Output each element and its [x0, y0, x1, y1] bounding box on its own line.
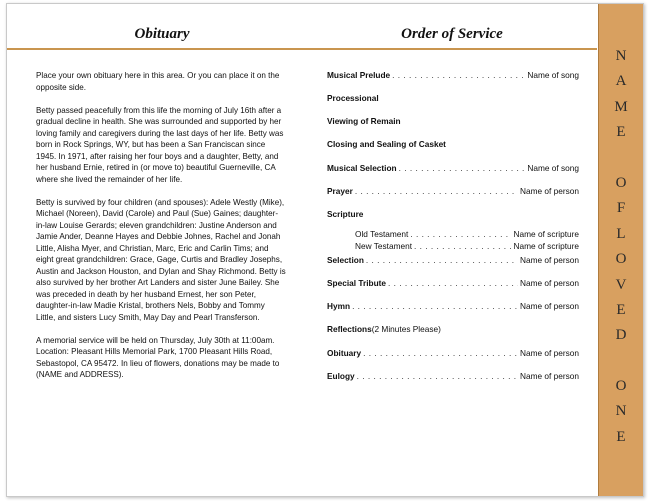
- service-item-label: Processional: [327, 93, 379, 103]
- service-row: [327, 241, 579, 252]
- service-item-value: Name of person: [519, 371, 579, 381]
- service-item-value: Name of person: [519, 278, 579, 288]
- service-item-label: Reflections: [327, 324, 372, 334]
- service-item-label: Viewing of Remain: [327, 116, 401, 126]
- service-row: [327, 116, 579, 127]
- obituary-paragraph: A memorial service will be held on Thursday, July 30th at 11:00am. Location: Pleasant Hills Memorial Park, 1700 Pleasant Hills Road, Sebastopol, CA 95472. In lieu of flowers, donations may be made to (NAME and ADDRESS).: [36, 335, 280, 379]
- service-item-value: Name of scripture: [513, 241, 579, 251]
- service-item-label: Old Testament: [355, 229, 409, 239]
- order-of-service-title: Order of Service: [401, 26, 503, 42]
- obituary-text: [36, 70, 286, 392]
- dot-leader: [388, 278, 518, 289]
- service-row: [327, 70, 579, 81]
- spine-letter: O: [615, 251, 627, 268]
- spine-letter: M: [614, 98, 628, 115]
- service-row: [327, 324, 579, 335]
- service-row: [327, 139, 579, 150]
- dot-leader: [410, 229, 511, 240]
- obituary-title: Obituary: [134, 26, 190, 42]
- spine-letter: N: [615, 48, 627, 64]
- service-row: [327, 229, 579, 240]
- service-item-value: Name of scripture: [513, 229, 579, 239]
- dot-leader: [399, 163, 526, 174]
- service-row: [327, 255, 579, 266]
- spine-letter: O: [615, 174, 627, 191]
- service-item-value: Name of song: [527, 163, 579, 173]
- service-row: [327, 163, 579, 174]
- dot-leader: [363, 348, 518, 359]
- program-page: [6, 3, 644, 497]
- spine-letter: F: [616, 200, 626, 217]
- spine-letter: V: [615, 276, 627, 293]
- service-item-label: Musical Selection: [327, 163, 397, 173]
- service-item-label: Selection: [327, 255, 364, 265]
- spine-letter: N: [615, 403, 627, 420]
- service-row: [327, 301, 579, 312]
- spine-letter: L: [616, 225, 626, 242]
- service-item-label: Prayer: [327, 186, 353, 196]
- dot-leader: [414, 241, 511, 252]
- service-item-value: Name of song: [527, 70, 579, 80]
- dot-leader: [352, 301, 518, 312]
- service-item-label: Special Tribute: [327, 278, 387, 288]
- service-item-label: Musical Prelude: [327, 70, 391, 80]
- dot-leader: [366, 255, 518, 266]
- service-item-label: Scripture: [327, 209, 364, 219]
- obituary-paragraph: Betty is survived by four children (and spouses): Adele Westly (Mike), Michael (Noreen), David (Carole) and Paul (Sue) Gaines; daughter-in-law Louise Gerards; eleven grandchildren: Justine Anderson and Jamie Ander, Deanne Hayes and Debbie Johnes, Rachel and Jonah Little, Alisha Myer, and Christian, Marc, Eric and Carlin Tims; and eight great grandchildren: Grace, Gage, Curtis and Bradley Josephs, Austin and Jackson Houston, and Dylan and Shay Richmond. Betty is also survived by her brother Art Landers and sister June Bailey. She was preceded in death by her husband Ernest, her son Peter, daughter-in-law Madie Kristal, brothers Nels, Bobby and Tommy Little, and sisters Lucy Smith, May Day and Pearl Transferson.: [36, 197, 286, 322]
- spine-letter: E: [616, 428, 626, 445]
- obituary-paragraph: Betty passed peacefully from this life the morning of July 16th after a gradual decline in health. She was surrounded and supported by her loving family and caregivers during the last days of her life. Betty was born in Rock Springs, WY, but has been a San Franciscan since 1945. In 1971, after raising her four boys and a daughter, Betty, and her husband Ernie, retired in (or move to) beautiful Guerneville, CA where she lived the remainder of her life.: [36, 105, 284, 184]
- service-item-note: (2 Minutes Please): [371, 324, 441, 334]
- service-row: [327, 209, 579, 220]
- spine-letter: [599, 146, 643, 171]
- dot-leader: [357, 371, 518, 382]
- spine-letter: D: [615, 327, 627, 344]
- spine-letters: [599, 44, 643, 450]
- dot-leader: [392, 70, 525, 81]
- service-item-value: Name of person: [519, 255, 579, 265]
- service-item-label: Hymn: [327, 301, 351, 311]
- obituary-title-rule: [7, 48, 307, 50]
- service-item-value: Name of person: [519, 301, 579, 311]
- service-row: [327, 371, 579, 382]
- service-row: [327, 348, 579, 359]
- service-item-label: Eulogy: [327, 371, 355, 381]
- service-item-label: Obituary: [327, 348, 362, 358]
- spine-letter: O: [615, 378, 627, 395]
- service-item-label: Closing and Sealing of Casket: [327, 139, 446, 149]
- service-item-value: Name of person: [519, 348, 579, 358]
- name-of-loved-one-spine: [598, 4, 643, 496]
- service-row: [327, 186, 579, 197]
- spine-letter: [599, 349, 643, 374]
- obituary-paragraph: Place your own obituary here in this area. Or you can place it on the opposite side.: [36, 71, 280, 92]
- service-row: [327, 93, 579, 104]
- service-item-label: New Testament: [355, 241, 413, 251]
- order-of-service-title-rule: [307, 48, 597, 50]
- spine-letter: E: [616, 301, 626, 318]
- service-item-value: Name of person: [519, 186, 579, 196]
- spine-letter: A: [615, 73, 627, 90]
- dot-leader: [355, 186, 518, 197]
- service-row: [327, 278, 579, 289]
- spine-letter: E: [616, 124, 626, 141]
